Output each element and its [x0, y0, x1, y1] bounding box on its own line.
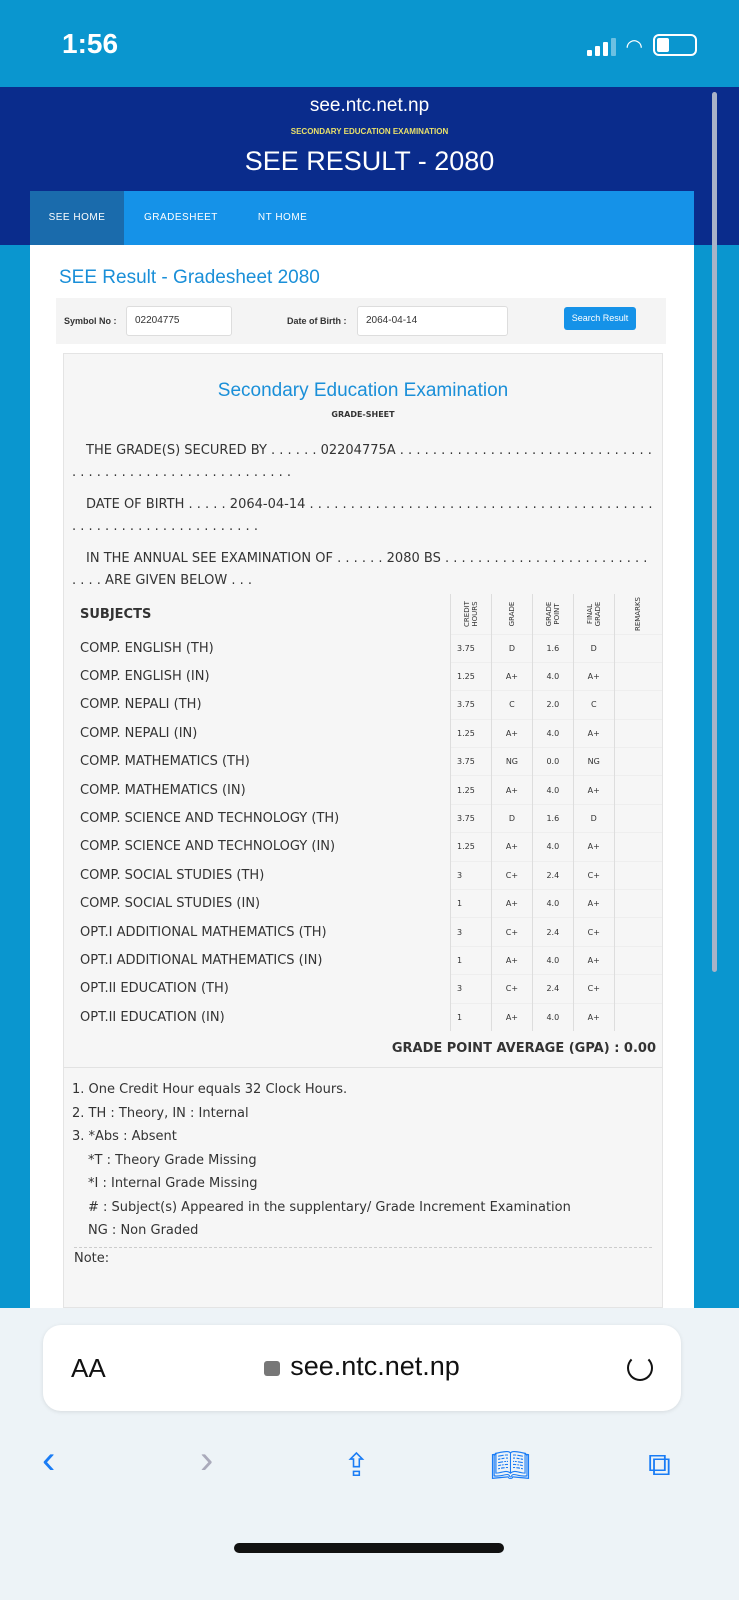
- cell-credit-hours: 3.75: [451, 691, 492, 719]
- table-row: [70, 691, 662, 719]
- cell-grade-point: 4.0: [532, 890, 573, 918]
- cell-grade: A+: [491, 776, 532, 804]
- bookmarks-icon[interactable]: 📖︎: [490, 1447, 531, 1483]
- table-row: [70, 1003, 662, 1031]
- cell-subject: COMP. SCIENCE AND TECHNOLOGY (IN): [80, 839, 336, 855]
- cell-subject: COMP. ENGLISH (IN): [80, 669, 210, 685]
- page-title: SEE Result - Gradesheet 2080: [59, 267, 320, 288]
- note-label: Note:: [74, 1247, 652, 1267]
- lock-icon: [264, 1361, 280, 1376]
- cell-credit-hours: 1.25: [451, 662, 492, 690]
- cell-remarks: [614, 662, 662, 690]
- cell-subject: COMP. SOCIAL STUDIES (TH): [80, 867, 265, 883]
- cell-grade-point: 4.0: [532, 833, 573, 861]
- cell-grade-point: 4.0: [532, 719, 573, 747]
- cell-final-grade: D: [573, 804, 614, 832]
- grades-table: [70, 594, 662, 1031]
- cell-subject: COMP. ENGLISH (TH): [80, 640, 214, 656]
- cell-credit-hours: 1: [451, 1003, 492, 1031]
- reload-icon[interactable]: [627, 1355, 653, 1381]
- scrollbar[interactable]: [712, 92, 717, 972]
- cell-remarks: [614, 691, 662, 719]
- nav-nt-home[interactable]: NT HOME: [257, 212, 308, 223]
- table-row: [70, 776, 662, 804]
- header-title: SEE RESULT - 2080: [244, 146, 495, 176]
- cell-grade: A+: [491, 946, 532, 974]
- cell-subject: COMP. NEPALI (TH): [80, 697, 202, 713]
- cell-credit-hours: 3.75: [451, 804, 492, 832]
- dob-input[interactable]: 2064-04-14: [357, 306, 508, 336]
- site-name: see.ntc.net.np: [309, 95, 430, 116]
- cell-grade-point: 2.0: [532, 691, 573, 719]
- cell-remarks: [614, 1003, 662, 1031]
- sheet-title: Secondary Education Examination: [217, 380, 509, 401]
- cell-grade-point: 2.4: [532, 918, 573, 946]
- gpa: GRADE POINT AVERAGE (GPA) : 0.00: [391, 1041, 656, 1057]
- col-grade: GRADE: [491, 594, 532, 634]
- cell-grade: C+: [491, 861, 532, 889]
- cell-remarks: [614, 861, 662, 889]
- cell-final-grade: A+: [573, 662, 614, 690]
- table-row: [70, 975, 662, 1003]
- battery-icon: [653, 34, 697, 56]
- cell-credit-hours: 1.25: [451, 776, 492, 804]
- table-row: [70, 946, 662, 974]
- cell-final-grade: A+: [573, 776, 614, 804]
- wifi-icon: ◠: [625, 36, 643, 58]
- cell-credit-hours: 1: [451, 946, 492, 974]
- cell-remarks: [614, 975, 662, 1003]
- cell-final-grade: A+: [573, 946, 614, 974]
- cell-grade: C+: [491, 975, 532, 1003]
- cell-credit-hours: 3: [451, 918, 492, 946]
- table-row: [70, 833, 662, 861]
- nav-see-home[interactable]: SEE HOME: [30, 191, 124, 245]
- cell-grade-point: 2.4: [532, 861, 573, 889]
- cell-remarks: [614, 890, 662, 918]
- cell-subject: COMP. MATHEMATICS (IN): [80, 782, 246, 798]
- cell-subject: COMP. SOCIAL STUDIES (IN): [80, 896, 261, 912]
- address-bar[interactable]: [43, 1325, 681, 1411]
- dob-label: Date of Birth :: [287, 316, 347, 326]
- cell-credit-hours: 1.25: [451, 719, 492, 747]
- cell-final-grade: C+: [573, 861, 614, 889]
- cell-remarks: [614, 719, 662, 747]
- cell-grade: C+: [491, 918, 532, 946]
- col-credit-hours: CREDIT HOURS: [451, 594, 492, 634]
- table-row: [70, 662, 662, 690]
- table-row: [70, 804, 662, 832]
- cell-remarks: [614, 804, 662, 832]
- cell-final-grade: D: [573, 634, 614, 662]
- cell-grade: D: [491, 804, 532, 832]
- cell-credit-hours: 3: [451, 861, 492, 889]
- cell-grade-point: 1.6: [532, 804, 573, 832]
- search-form: [56, 298, 666, 344]
- cell-final-grade: A+: [573, 890, 614, 918]
- cell-final-grade: A+: [573, 1003, 614, 1031]
- col-remarks: REMARKS: [614, 594, 662, 634]
- cell-subject: COMP. MATHEMATICS (TH): [80, 754, 250, 770]
- cell-subject: COMP. SCIENCE AND TECHNOLOGY (TH): [80, 811, 340, 827]
- cell-final-grade: C+: [573, 975, 614, 1003]
- nav-gradesheet[interactable]: GRADESHEET: [144, 212, 218, 223]
- cell-grade: A+: [491, 890, 532, 918]
- table-row: [70, 861, 662, 889]
- cell-final-grade: NG: [573, 748, 614, 776]
- cell-grade: D: [491, 634, 532, 662]
- cell-subject: OPT.II EDUCATION (TH): [80, 981, 229, 997]
- cell-subject: OPT.I ADDITIONAL MATHEMATICS (IN): [80, 952, 323, 968]
- url-text: see.ntc.net.np: [290, 1351, 460, 1381]
- cell-final-grade: C+: [573, 918, 614, 946]
- cell-remarks: [614, 833, 662, 861]
- col-grade-point: GRADE POINT: [532, 594, 573, 634]
- legend-notes: 1. One Credit Hour equals 32 Clock Hours. 2. TH : Theory, IN : Internal 3. *Abs : Absent *T : Theory Grade Missing *I : Internal Grade Missing # : Subject(s) Appeared in the supplentary/ Grade Increment Examination NG : Non Graded: [64, 1067, 662, 1247]
- cell-credit-hours: 1.25: [451, 833, 492, 861]
- back-icon[interactable]: ‹: [42, 1438, 56, 1482]
- cell-final-grade: A+: [573, 833, 614, 861]
- tabs-icon[interactable]: ⧉: [648, 1446, 671, 1482]
- cell-credit-hours: 3.75: [451, 748, 492, 776]
- browser-toolbar: [0, 1308, 739, 1600]
- cell-remarks: [614, 634, 662, 662]
- cell-remarks: [614, 748, 662, 776]
- table-row: [70, 634, 662, 662]
- header-subtitle: SECONDARY EDUCATION EXAMINATION: [290, 127, 449, 136]
- table-row: [70, 890, 662, 918]
- table-row: [70, 918, 662, 946]
- home-indicator: [234, 1543, 504, 1553]
- status-bar: [0, 0, 739, 87]
- col-final-grade: FINAL GRADE: [573, 594, 614, 634]
- cell-credit-hours: 3: [451, 975, 492, 1003]
- search-result-button[interactable]: Search Result: [564, 307, 636, 330]
- sheet-subtitle: GRADE-SHEET: [331, 410, 395, 419]
- reader-settings-button[interactable]: AA: [71, 1353, 106, 1383]
- cell-final-grade: C: [573, 691, 614, 719]
- cell-remarks: [614, 946, 662, 974]
- cell-grade: A+: [491, 833, 532, 861]
- cell-grade-point: 4.0: [532, 776, 573, 804]
- cell-grade: C: [491, 691, 532, 719]
- cell-grade-point: 4.0: [532, 662, 573, 690]
- main-nav: [30, 191, 694, 245]
- clock: 1:56: [62, 28, 119, 59]
- share-icon[interactable]: ⇪: [343, 1447, 370, 1483]
- table-row: [70, 748, 662, 776]
- cell-grade: NG: [491, 748, 532, 776]
- grade-sheet: [63, 353, 663, 1308]
- cell-credit-hours: 1: [451, 890, 492, 918]
- cell-grade-point: 4.0: [532, 1003, 573, 1031]
- exam-line: IN THE ANNUAL SEE EXAMINATION OF . . . . . . 2080 BS . . . . . . . . . . . . . . . . . . . . . . . . . . . . . ARE GIVEN BELOW . . .: [72, 551, 648, 588]
- cell-remarks: [614, 918, 662, 946]
- cell-grade: A+: [491, 662, 532, 690]
- secured-by-line: THE GRADE(S) SECURED BY . . . . . . 02204775A . . . . . . . . . . . . . . . . . . . . . . . . . . . . . . . . . . . . . . . . . . . . . . . . . . . . . . . . . .: [72, 443, 652, 480]
- cell-subject: OPT.I ADDITIONAL MATHEMATICS (TH): [80, 924, 327, 940]
- main-content: [30, 245, 694, 1308]
- cell-grade: A+: [491, 719, 532, 747]
- cell-grade-point: 4.0: [532, 946, 573, 974]
- cell-final-grade: A+: [573, 719, 614, 747]
- table-row: [70, 719, 662, 747]
- cell-remarks: [614, 776, 662, 804]
- col-subjects: SUBJECTS: [80, 606, 152, 622]
- cell-grade-point: 1.6: [532, 634, 573, 662]
- cell-grade: A+: [491, 1003, 532, 1031]
- symbol-input[interactable]: 02204775: [126, 306, 232, 336]
- cell-grade-point: 0.0: [532, 748, 573, 776]
- cell-subject: OPT.II EDUCATION (IN): [80, 1009, 225, 1025]
- cell-subject: COMP. NEPALI (IN): [80, 725, 198, 741]
- dob-line: DATE OF BIRTH . . . . . 2064-04-14 . . . . . . . . . . . . . . . . . . . . . . . . . . . . . . . . . . . . . . . . . . . . . . . . . . . . . . . . . . . . . . . . .: [72, 497, 653, 534]
- forward-icon[interactable]: ›: [200, 1438, 214, 1482]
- signal-icon: [587, 38, 616, 56]
- cell-credit-hours: 3.75: [451, 634, 492, 662]
- symbol-label: Symbol No :: [64, 316, 117, 326]
- cell-grade-point: 2.4: [532, 975, 573, 1003]
